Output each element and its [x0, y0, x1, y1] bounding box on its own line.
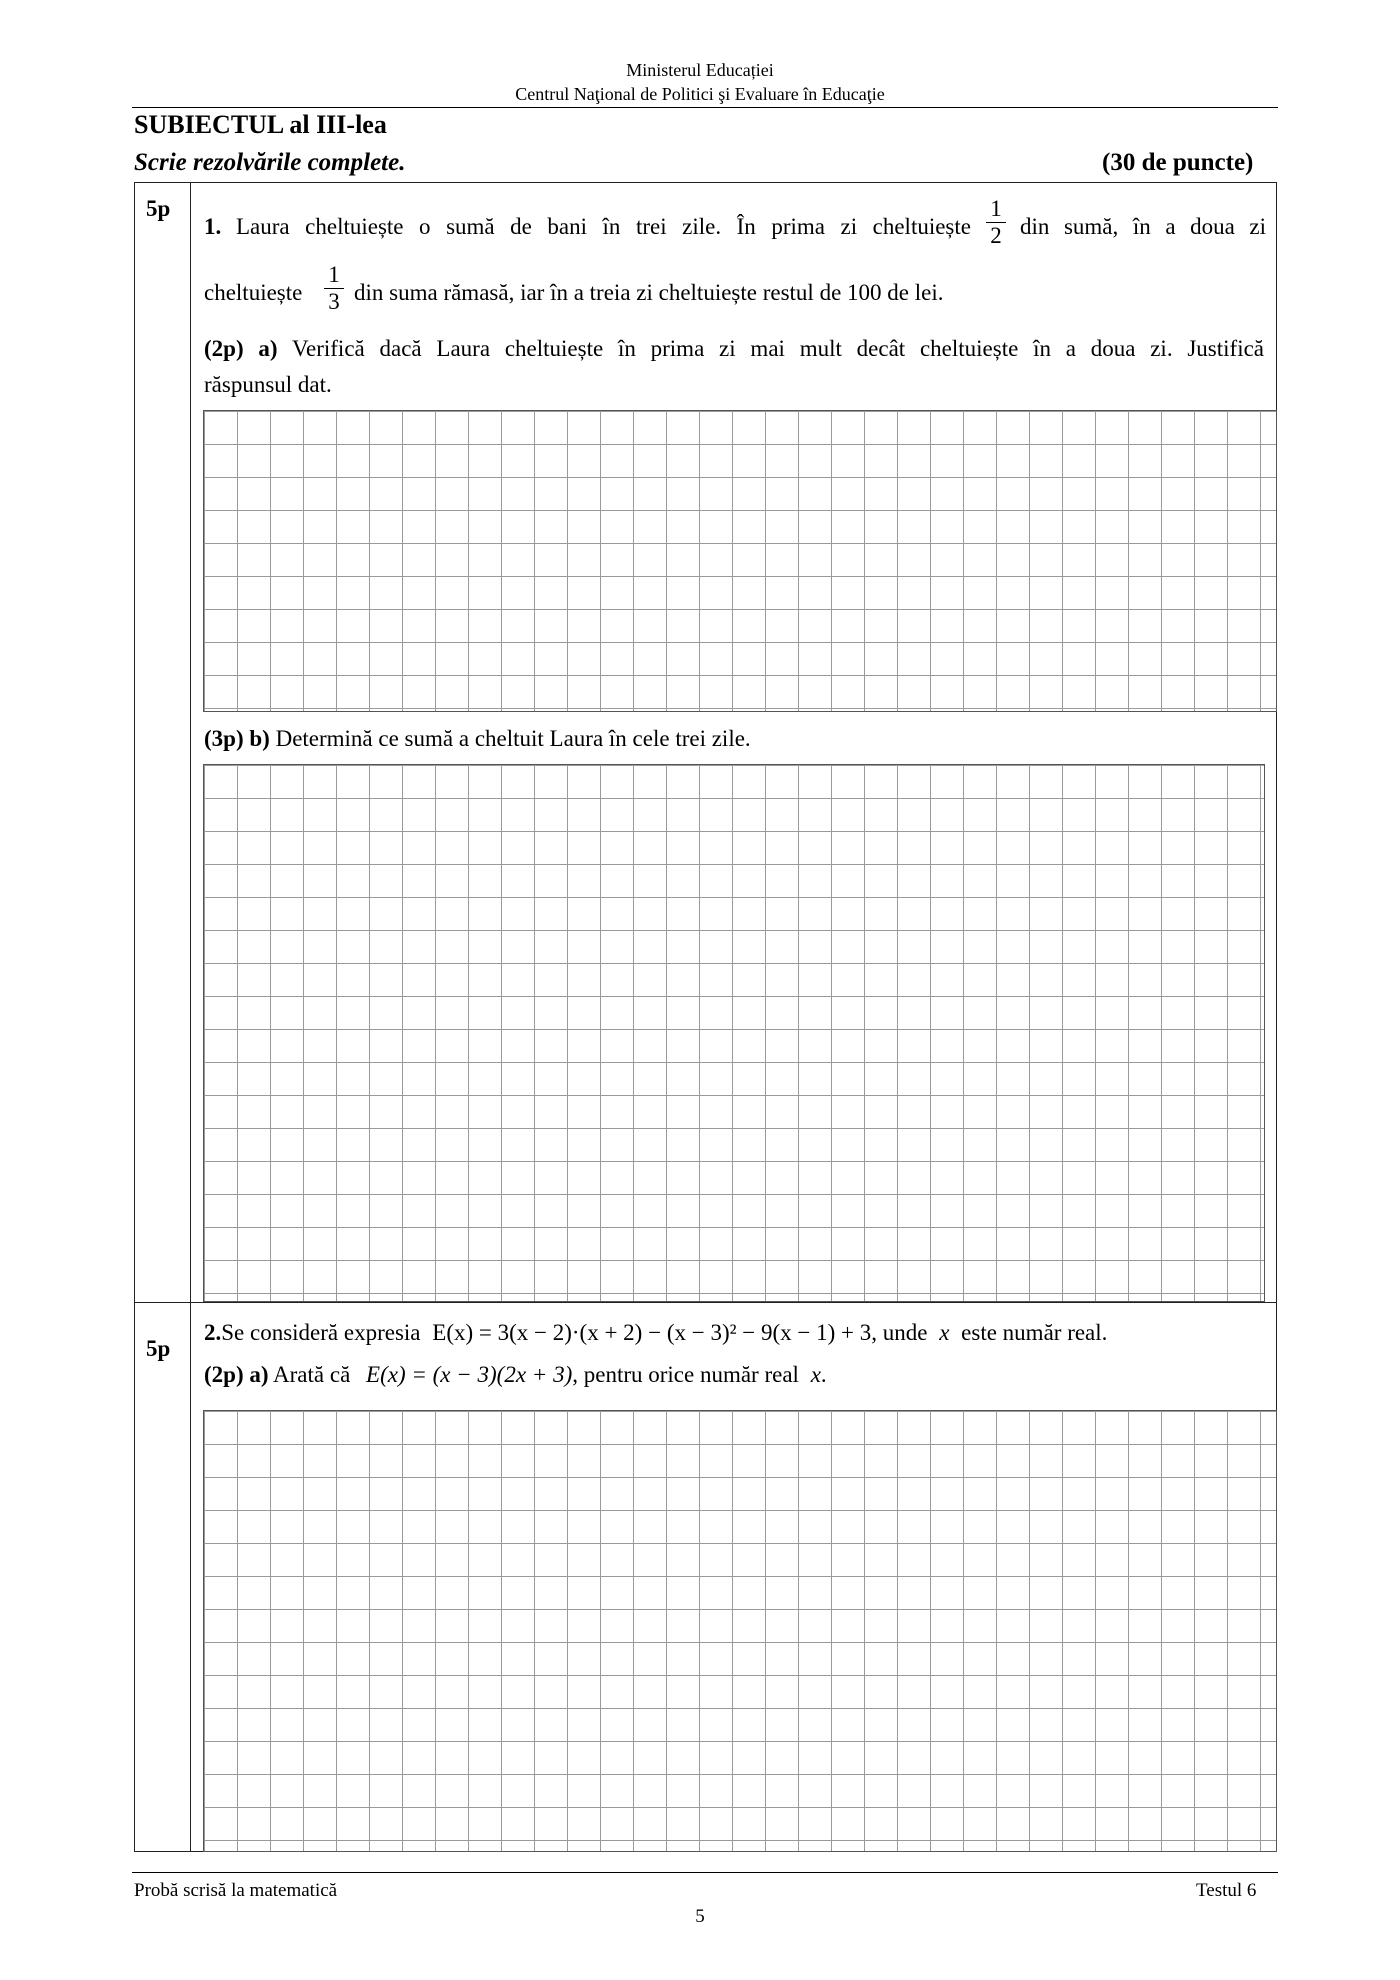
- part-b-points: (3p): [204, 726, 244, 751]
- problem2-part-a: [204, 1360, 827, 1390]
- problem1-text-c: cheltuiește: [204, 280, 303, 305]
- part-a-label: a): [258, 336, 278, 361]
- section-title: SUBIECTUL al III-lea: [134, 110, 387, 139]
- problem2-line1: [204, 1318, 1107, 1348]
- row-divider: [134, 1302, 1277, 1303]
- part-b-text: Determină ce sumă a cheltuit Laura în cele trei zile.: [275, 726, 751, 751]
- problem1-part-a-line1: [204, 334, 1264, 364]
- part-b-label: b): [249, 726, 270, 751]
- fraction-denominator: 3: [328, 289, 340, 314]
- problem2-expression: E(x) = 3(x − 2)·(x + 2) − (x − 3)² − 9(x − 1) + 3: [432, 1320, 872, 1345]
- footer-exam-name: Probă scrisă la matematică: [134, 1880, 338, 1901]
- header-rule: [132, 107, 1278, 108]
- part-a-end: .: [820, 1362, 827, 1387]
- part-a-tail: , pentru orice număr real: [572, 1362, 799, 1387]
- problem1-text-b: din sumă, în a doua zi: [1020, 214, 1266, 239]
- problem1-points: 5p: [146, 196, 171, 221]
- problem1-part-a-line2: răspunsul dat.: [204, 372, 332, 397]
- total-points: (30 de puncte): [1102, 149, 1254, 176]
- footer-rule: [132, 1872, 1278, 1873]
- page-number: 5: [695, 1906, 705, 1927]
- fraction-denominator: 2: [990, 223, 1002, 248]
- part-a-expression: E(x) = (x − 3)(2x + 3): [366, 1362, 573, 1387]
- section-instruction: Scrie rezolvările complete.: [134, 149, 406, 176]
- part-a-points: (2p): [204, 1362, 244, 1387]
- fraction-one-third: [324, 264, 344, 313]
- part-a-text: Verifică dacă Laura cheltuiește în prima zi mai mult decât cheltuiește în a doua zi. Justifică: [291, 336, 1264, 361]
- answer-grid-2a[interactable]: [203, 1410, 1277, 1852]
- problem1-number: 1.: [204, 214, 222, 239]
- problem2-points: 5p: [146, 1336, 171, 1361]
- answer-grid-1b[interactable]: [203, 764, 1265, 1302]
- problem1-text-d: din suma rămasă, iar în a treia zi cheltuiește restul de 100 de lei.: [354, 280, 944, 305]
- answer-grid-1a[interactable]: [203, 410, 1277, 712]
- points-column-divider: [190, 182, 191, 1852]
- part-a-variable: x: [810, 1362, 821, 1387]
- part-a-points: (2p): [204, 336, 244, 361]
- fraction-one-half: [986, 198, 1006, 247]
- problem1-part-b: [204, 724, 751, 754]
- part-a-text: Arată că: [273, 1362, 351, 1387]
- center-name: Centrul Naţional de Politici şi Evaluare în Educaţie: [515, 84, 885, 104]
- problem2-number: 2.: [204, 1320, 222, 1345]
- problem1-text-a: Laura cheltuiește o sumă de bani în trei zile. În prima zi cheltuiește: [236, 214, 971, 239]
- problem2-intro: Se consideră expresia: [221, 1320, 421, 1345]
- footer-test-number: Testul 6: [1196, 1880, 1257, 1901]
- problem2-tail2: este număr real.: [961, 1320, 1108, 1345]
- problem1-line1-start: [204, 212, 221, 242]
- problem2-tail: , unde: [871, 1320, 928, 1345]
- part-a-label: a): [249, 1362, 269, 1387]
- fraction-numerator: 1: [328, 262, 340, 287]
- ministry-name: Ministerul Educației: [626, 60, 774, 80]
- problem2-variable: x: [939, 1320, 950, 1345]
- fraction-numerator: 1: [990, 196, 1002, 221]
